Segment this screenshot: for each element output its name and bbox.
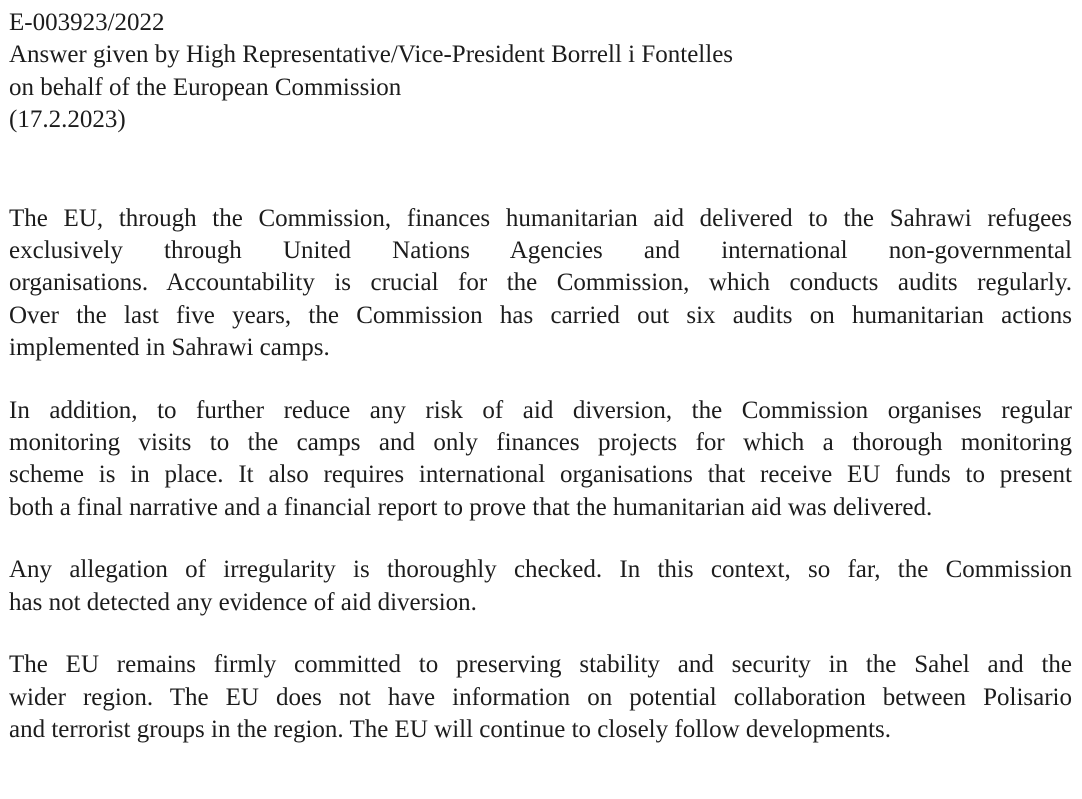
paragraph-audits	[9, 203, 1072, 365]
paragraph-line: organisations. Accountability is crucial for the Commission, which conducts audits regularly.	[9, 269, 1072, 297]
paragraph-line: Over the last five years, the Commission has carried out six audits on humanitarian actions	[9, 301, 1072, 329]
paragraph-line: implemented in Sahrawi camps.	[9, 334, 330, 362]
answer-given-by-line: Answer given by High Representative/Vice-President Borrell i Fontelles	[9, 41, 734, 69]
paragraph-line: has not detected any evidence of aid diversion.	[9, 588, 477, 616]
paragraph-line: wider region. The EU does not have information on potential collaboration between Polisario	[9, 683, 1072, 711]
paragraph-monitoring	[9, 395, 1072, 525]
paragraph-line: monitoring visits to the camps and only finances projects for which a thorough monitoring	[9, 429, 1072, 457]
paragraph-line: In addition, to further reduce any risk of aid diversion, the Commission organises regular	[9, 396, 1072, 424]
paragraph-line: and terrorist groups in the region. The EU will continue to closely follow developments.	[9, 715, 891, 743]
on-behalf-of-line: on behalf of the European Commission	[9, 73, 402, 101]
paragraph-line: exclusively through United Nations Agencies and international non-governmental	[9, 237, 1072, 265]
paragraph-line: both a final narrative and a financial report to prove that the humanitarian aid was delivered.	[9, 493, 933, 521]
document-header	[9, 7, 1072, 137]
paragraph-line: The EU, through the Commission, finances humanitarian aid delivered to the Sahrawi refugees	[9, 204, 1072, 232]
answer-date: (17.2.2023)	[9, 106, 126, 134]
paragraph-line: scheme is in place. It also requires international organisations that receive EU funds to present	[9, 461, 1072, 489]
paragraph-line: The EU remains firmly committed to preserving stability and security in the Sahel and the	[9, 651, 1072, 679]
reference-number: E-003923/2022	[9, 9, 165, 36]
paragraph-line: Any allegation of irregularity is thoroughly checked. In this context, so far, the Commission	[9, 556, 1072, 584]
paragraph-allegations	[9, 554, 1072, 619]
paragraph-sahel-stability	[9, 649, 1072, 746]
